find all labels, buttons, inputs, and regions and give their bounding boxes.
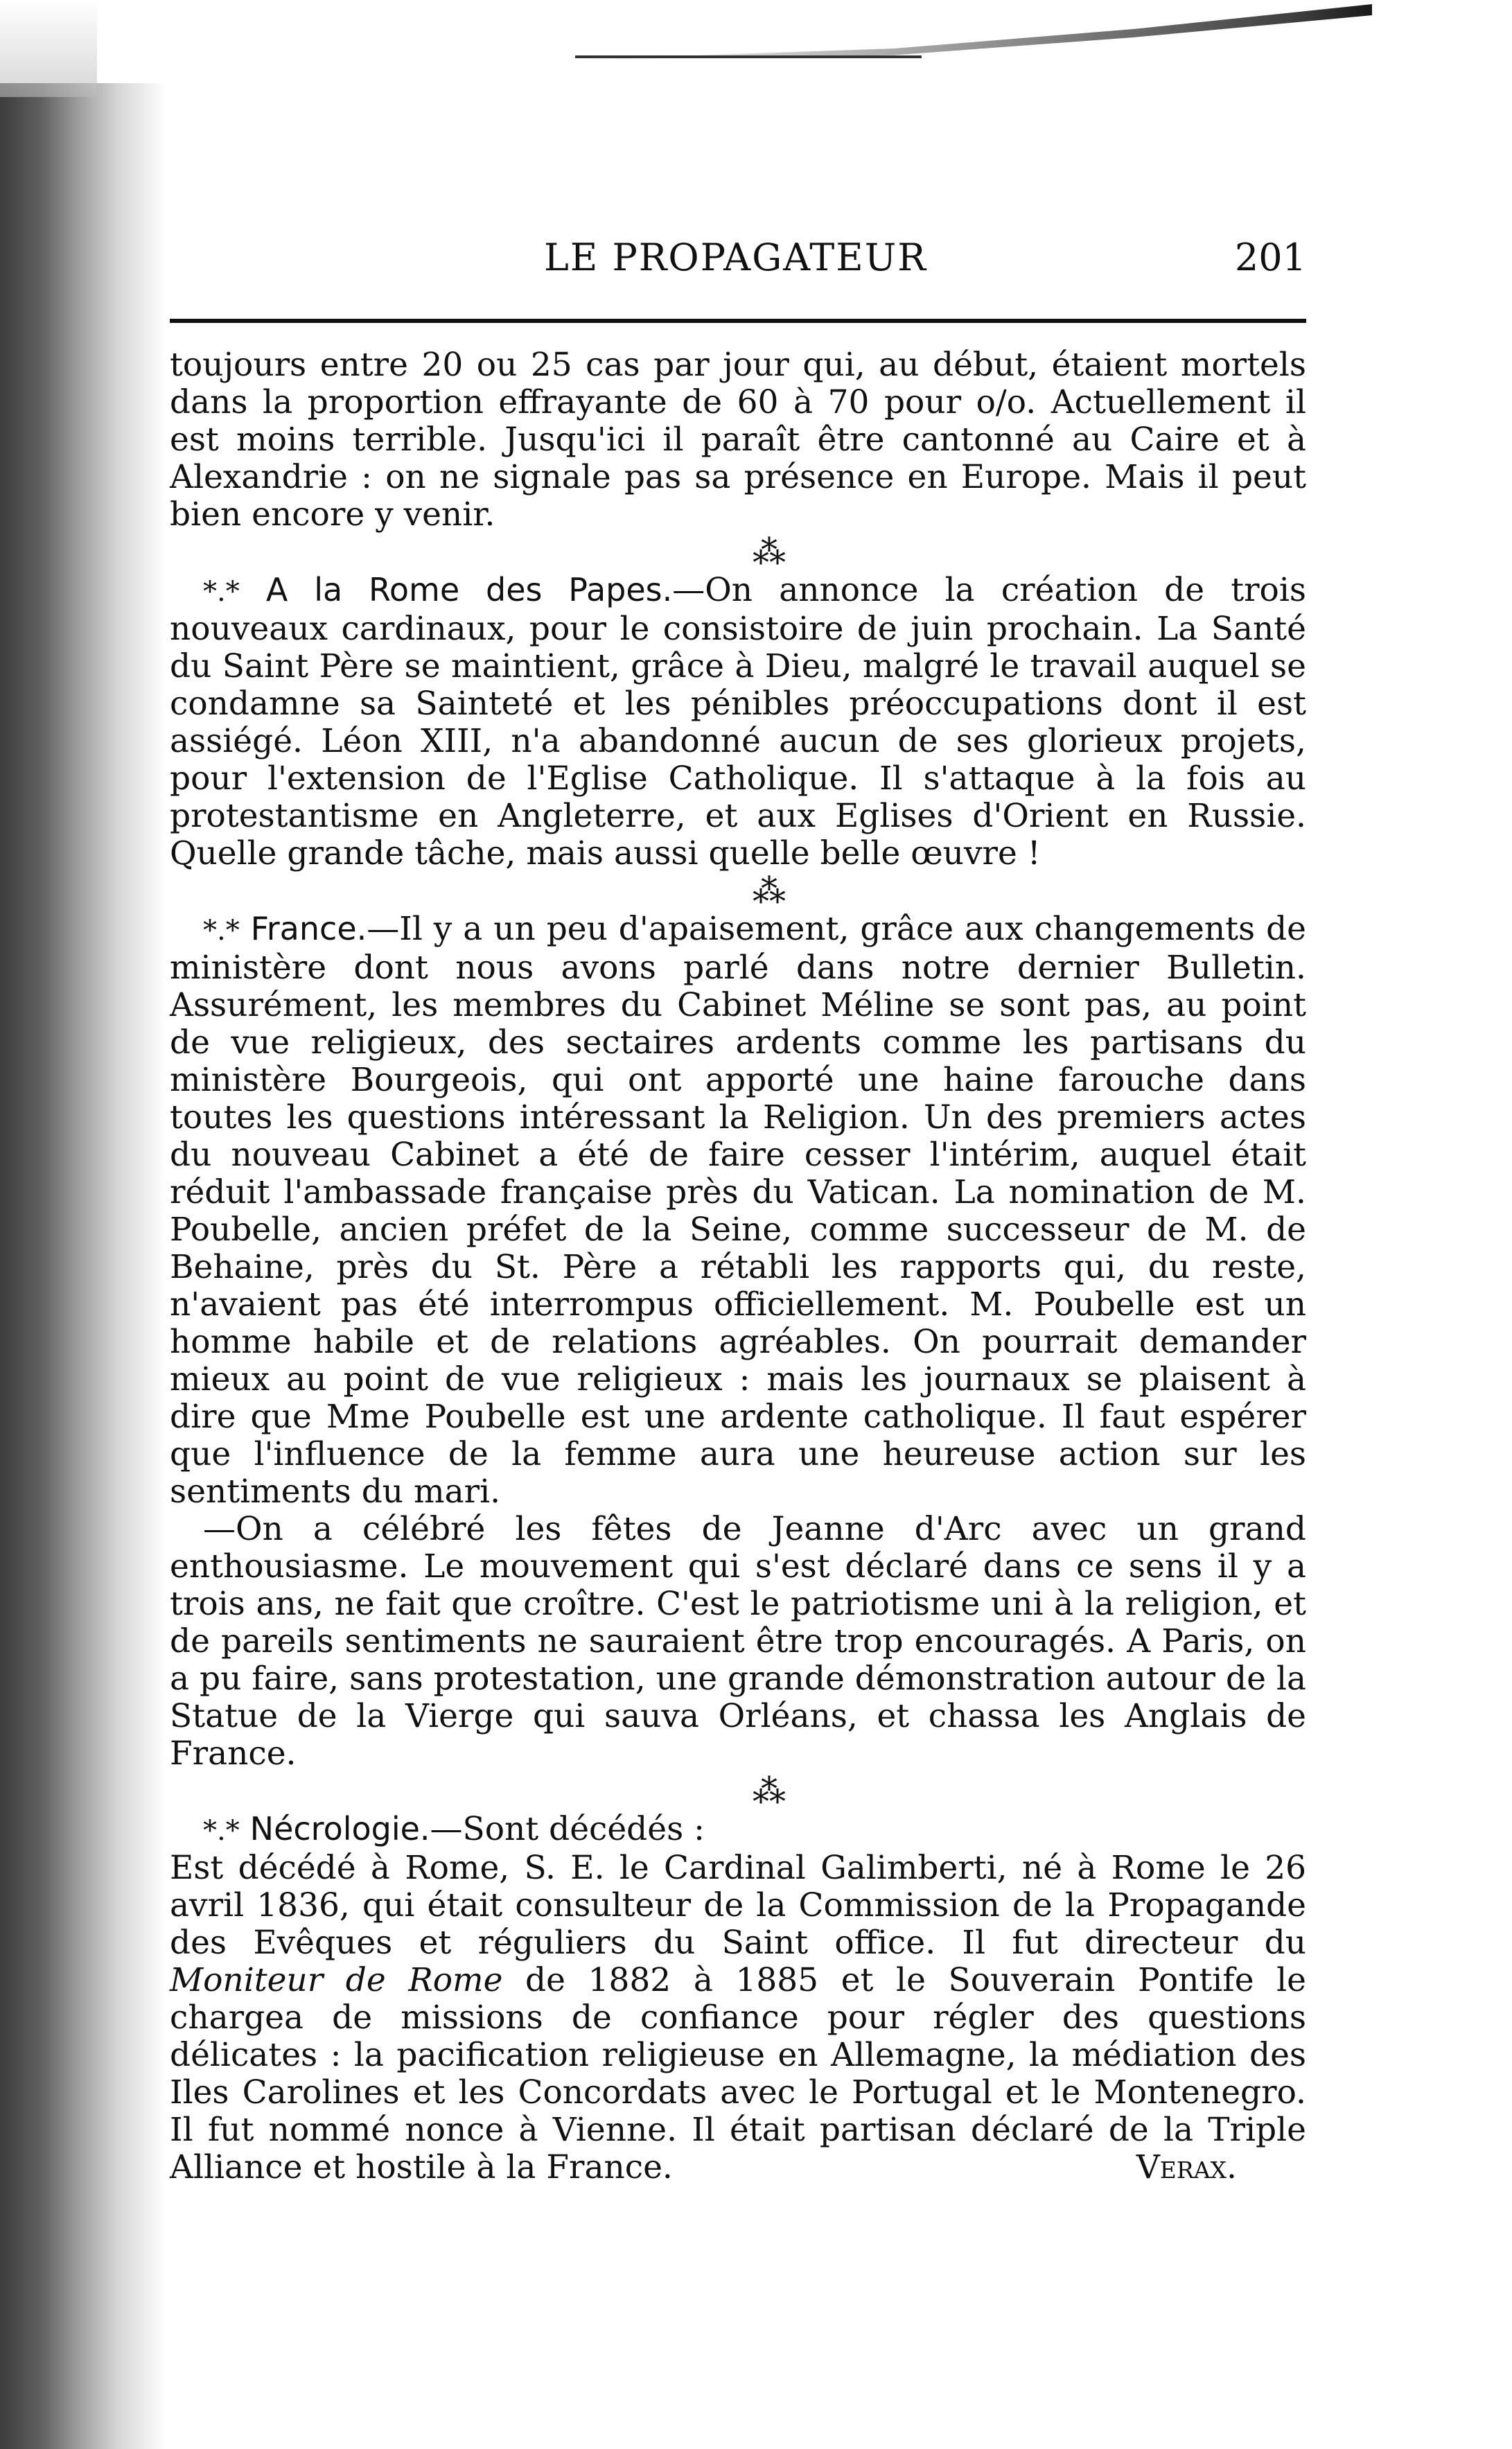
scan-corner-shadow [0,0,97,97]
section-rome [170,571,1306,872]
binding-shadow [0,83,166,2449]
section-necrologie [170,1810,1306,1850]
page-number: 201 [1234,236,1306,279]
section-mark: *.* [203,915,240,947]
obituary-text: Est décédé à Rome, S. E. le Cardinal Galimberti, né à Rome le 26 avril 1836, qui était consulteur de la Commission de la Propagande des Evêques et réguliers du Saint office. Il fut directeur du [170,1849,1306,1962]
asterism: ⁂ [753,872,786,911]
scan-artifact-line [575,55,922,58]
header-rule [170,319,1306,323]
newspaper-title: Moniteur de Rome [170,1961,503,1999]
section-heading: Nécrologie. [249,1810,430,1847]
page-header [170,229,1306,284]
obituary-text: de 1882 à 1885 et le Souverain Pontife le chargea de missions de confiance pour régler des questions délicates : la pacification religieuse en Allemagne, la médiation des Iles Carolines et les Concordats avec le Portugal et le Montenegro. Il fut nommé nonce à Vienne. Il était partisan déclaré de la Triple Alliance et hostile à la France. [170,1961,1306,2186]
obituary-paragraph [170,1850,1306,2186]
section-mark: *.* [203,576,240,608]
section-france [170,910,1306,1511]
article-body [170,346,1306,2186]
section-heading: France. [250,910,367,947]
running-title: LE PROPAGATEUR [544,236,927,279]
paragraph-jeanne-darc: —On a célébré les fêtes de Jeanne d'Arc avec un grand enthousiasme. Le mouvement qui s'est déclaré dans ce sens il y a trois ans, ne fait que croître. C'est le patriotisme uni à la religion, et de pareils sentiments ne sauraient être trop encouragés. A Paris, on a pu faire, sans protestation, une grande démonstration autour de la Statue de la Vierge qui sauva Orléans, et chassa les Anglais de France. [170,1510,1306,1773]
scan-artifact [575,4,1372,60]
section-text: —Il y a un peu d'apaisement, grâce aux changements de ministère dont nous avons parlé dans notre dernier Bulletin. Assurément, les membres du Cabinet Méline se sont pas, au point de vue religieux, des sectaires ardents comme les partisans du ministère Bourgeois, qui ont apporté une haine farouche dans toutes les questions intéressant la Religion. Un des premiers actes du nouveau Cabinet a été de faire cesser l'intérim, auquel était réduit l'ambassade française près du Vatican. La nomination de M. Poubelle, ancien préfet de la Seine, comme successeur de M. de Behaine, près du St. Père a rétabli les rapports qui, du reste, n'avaient pas été interrompus officiellement. M. Poubelle est un homme habile et de relations agréables. On pourrait demander mieux au point de vue religieux : mais les journaux se plaisent à dire que Mme Poubelle est une ardente catholique. Il faut espérer que l'influence de la femme aura une heureuse action sur les sentiments du mari. [170,910,1306,1511]
section-text: —On annonce la création de trois nouveaux cardinaux, pour le consistoire de juin prochain. La Santé du Saint Père se maintient, grâce à Dieu, malgré le travail auquel se condamne sa Sainteté et les pénibles préoccupations dont il est assiégé. Léon XIII, n'a abandonné aucun de ses glorieux projets, pour l'extension de l'Eglise Catholique. Il s'attaque à la fois au protestantisme en Angleterre, et aux Eglises d'Orient en Russie. Quelle grande tâche, mais aussi quelle belle œuvre ! [170,571,1306,872]
asterism: ⁂ [753,1772,786,1811]
section-lead: —Sont décédés : [430,1810,705,1848]
author-signature: Verax. [1136,2148,1237,2186]
section-mark: *.* [203,1815,240,1847]
asterism: ⁂ [753,533,786,572]
paragraph-continued: toujours entre 20 ou 25 cas par jour qui, au début, étaient mortels dans la proportion effrayante de 60 à 70 pour o/o. Actuellement il est moins terrible. Jusqu'ici il paraît être cantonné au Caire et à Alexandrie : on ne signale pas sa présence en Europe. Mais il peut bien encore y venir. [170,346,1306,534]
section-heading: A la Rome des Papes. [265,571,673,608]
